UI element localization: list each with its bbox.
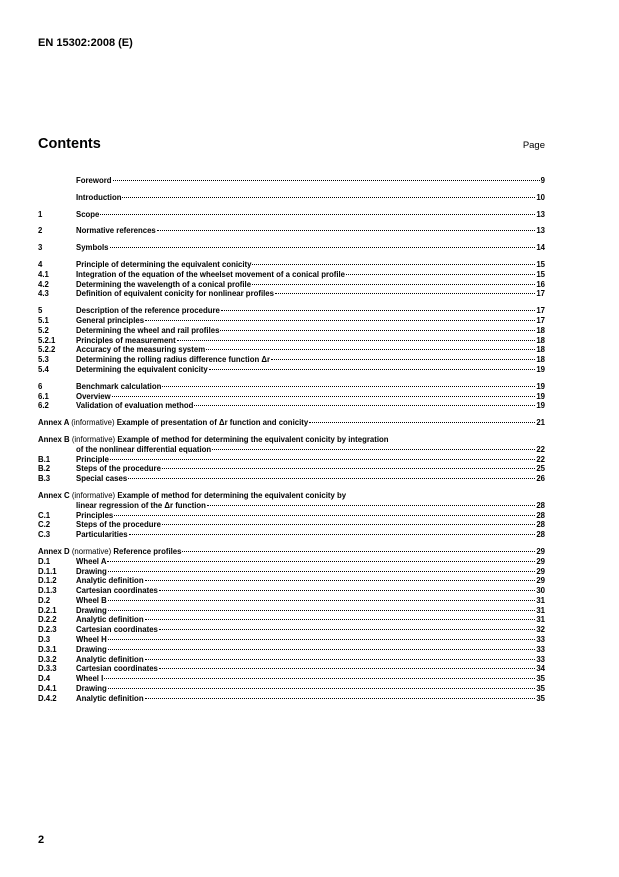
toc-entry-title: Drawing — [76, 605, 107, 615]
toc-entry-number: D.3 — [38, 635, 51, 645]
dot-leader — [129, 534, 536, 535]
toc-entry-title: Description of the reference procedure — [76, 306, 220, 316]
toc-entry-page: 29 — [536, 546, 545, 556]
toc-entry[interactable] — [38, 355, 545, 365]
toc-entry[interactable] — [38, 345, 545, 355]
toc-entry-number: D.4.2 — [38, 693, 57, 703]
dot-leader — [206, 349, 535, 350]
toc-entry-page: 35 — [536, 674, 545, 684]
toc-entry-title — [38, 491, 346, 501]
toc-entry-number: 5.2 — [38, 325, 49, 335]
toc-entry[interactable] — [38, 455, 545, 465]
toc-entry-page: 13 — [536, 226, 545, 236]
toc-entry-title: Wheel A — [76, 556, 107, 566]
toc-entry[interactable] — [38, 243, 545, 253]
toc-entry[interactable] — [38, 392, 545, 402]
toc-entry-title: Drawing — [76, 644, 107, 654]
dot-leader — [159, 590, 535, 591]
toc-entry-title: General principles — [76, 315, 145, 325]
toc-entry-title: Cartesian coordinates — [76, 586, 158, 596]
toc-entry-number: 5.4 — [38, 364, 49, 374]
toc-entry[interactable] — [38, 520, 545, 530]
toc-entry-number: D.1.3 — [38, 586, 57, 596]
toc-entry[interactable] — [38, 418, 545, 428]
dot-leader — [162, 386, 535, 387]
toc-entry-number: C.3 — [38, 530, 51, 540]
toc-entry-page: 35 — [536, 693, 545, 703]
toc-entry-page: 22 — [536, 444, 545, 454]
document-code: EN 15302:2008 (E) — [38, 37, 133, 49]
dot-leader — [112, 396, 536, 397]
annex-title: Example of presentation of Δr function and conicity — [116, 418, 309, 428]
toc-entry-title: Foreword — [76, 176, 112, 185]
dot-leader — [108, 688, 536, 689]
toc-entry-title: Determining the wavelength of a conical profile — [76, 279, 252, 289]
toc-entry-page: 29 — [536, 556, 545, 566]
toc-entry-number: D.3.3 — [38, 664, 57, 674]
dot-leader — [108, 600, 536, 601]
dot-leader — [108, 610, 536, 611]
toc-entry[interactable] — [38, 586, 545, 596]
toc-entry-title: Determining the wheel and rail profiles — [76, 325, 220, 335]
annex-label: Annex A — [38, 418, 70, 428]
toc-entry-page: 28 — [536, 500, 545, 510]
toc-entry[interactable] — [38, 306, 545, 316]
toc-entry-title: Drawing — [76, 684, 107, 694]
toc-entry-page: 18 — [536, 335, 545, 345]
dot-leader — [309, 422, 535, 423]
table-of-contents — [38, 176, 545, 704]
toc-entry[interactable] — [38, 655, 545, 665]
toc-entry[interactable] — [38, 567, 545, 577]
dot-leader — [275, 293, 535, 294]
toc-entry-page: 17 — [536, 315, 545, 325]
toc-entry-number: D.1.2 — [38, 576, 57, 586]
toc-entry-title — [38, 435, 389, 445]
toc-entry[interactable] — [38, 326, 545, 336]
toc-entry-page: 33 — [536, 644, 545, 654]
annex-label: Annex C — [38, 490, 70, 500]
toc-entry-number: D.2.3 — [38, 625, 57, 635]
toc-entry-page: 32 — [536, 625, 545, 635]
toc-entry-number: D.3.1 — [38, 644, 57, 654]
toc-entry-number: C.2 — [38, 520, 51, 530]
toc-entry-page: 15 — [536, 269, 545, 279]
annex-kind: (normative) — [71, 546, 112, 556]
annex-kind: (informative) — [71, 434, 116, 444]
toc-entry-title: Special cases — [76, 474, 128, 484]
toc-entry-title: Symbols — [76, 243, 109, 253]
toc-entry-number: 5.3 — [38, 355, 49, 365]
toc-entry-number: 4.3 — [38, 289, 49, 299]
dot-leader — [122, 197, 535, 198]
toc-entry-number: D.2 — [38, 595, 51, 605]
toc-entry-title: Wheel H — [76, 635, 107, 645]
toc-entry[interactable] — [38, 606, 545, 616]
toc-entry-page: 16 — [536, 279, 545, 289]
dot-leader — [128, 478, 535, 479]
dot-leader — [108, 571, 536, 572]
toc-entry-title-continued: of the nonlinear differential equation — [76, 444, 212, 454]
toc-entry-title: Cartesian coordinates — [76, 664, 158, 674]
toc-entry-number: 5.2.1 — [38, 335, 56, 345]
toc-entry[interactable] — [38, 445, 545, 455]
toc-entry[interactable] — [38, 547, 545, 557]
toc-entry-page: 21 — [536, 418, 545, 428]
dot-leader — [107, 561, 535, 562]
toc-entry-title: Wheel I — [76, 674, 104, 684]
toc-entry-title: Analytic definition — [76, 615, 144, 625]
annex-label: Annex D — [38, 546, 70, 556]
toc-entry-number: B.2 — [38, 464, 51, 474]
toc-entry-title: Determining the rolling radius difference function Δr — [76, 355, 271, 365]
toc-entry-page: 28 — [536, 510, 545, 520]
annex-title: Example of method for determining the equivalent conicity by integration — [117, 434, 389, 444]
toc-entry[interactable] — [38, 336, 545, 346]
toc-entry-page: 31 — [536, 595, 545, 605]
toc-entry-title: Benchmark calculation — [76, 381, 162, 391]
dot-leader — [221, 310, 535, 311]
toc-entry-page: 19 — [536, 401, 545, 411]
toc-entry-title — [38, 547, 181, 557]
toc-entry[interactable] — [38, 501, 545, 511]
contents-heading: Contents — [38, 136, 101, 152]
dot-leader — [162, 468, 535, 469]
toc-entry-number: 1 — [38, 209, 43, 219]
annex-title: Reference profiles — [113, 546, 182, 556]
toc-entry-title — [38, 418, 308, 428]
toc-entry-number: 4.2 — [38, 279, 49, 289]
dot-leader — [104, 678, 535, 679]
toc-entry[interactable] — [38, 530, 545, 540]
toc-entry-page: 17 — [536, 289, 545, 299]
page-number: 2 — [38, 834, 45, 846]
dot-leader — [108, 639, 536, 640]
toc-entry-number: D.4 — [38, 674, 51, 684]
page-column-label: Page — [522, 140, 545, 151]
dot-leader — [212, 449, 535, 450]
toc-entry[interactable] — [38, 625, 545, 635]
dot-leader — [110, 247, 536, 248]
toc-entry-title: Overview — [76, 391, 111, 401]
dot-leader — [145, 698, 536, 699]
toc-entry-page: 22 — [536, 454, 545, 464]
toc-entry-page: 15 — [536, 259, 545, 269]
toc-entry-number: 4.1 — [38, 269, 49, 279]
toc-entry-number: D.1 — [38, 556, 51, 566]
toc-entry[interactable] — [38, 270, 545, 280]
toc-entry-number: D.4.1 — [38, 684, 57, 694]
toc-entry-page: 25 — [536, 464, 545, 474]
toc-entry-number: 4 — [38, 259, 43, 269]
annex-title: Example of method for determining the equivalent conicity by — [117, 490, 347, 500]
toc-entry[interactable] — [38, 382, 545, 392]
toc-entry[interactable] — [38, 474, 545, 484]
toc-entry-title: Analytic definition — [76, 693, 144, 703]
toc-entry-title: Integration of the equation of the wheelset movement of a conical profile — [76, 269, 346, 279]
toc-entry-page: 13 — [536, 209, 545, 219]
toc-entry[interactable] — [38, 193, 545, 203]
dot-leader — [100, 214, 535, 215]
toc-entry-page: 29 — [536, 576, 545, 586]
toc-entry-page: 9 — [540, 176, 545, 185]
toc-entry-number: B.1 — [38, 454, 51, 464]
toc-entry[interactable] — [38, 635, 545, 645]
toc-entry[interactable] — [38, 684, 545, 694]
dot-leader — [194, 405, 535, 406]
toc-entry-title-continued: linear regression of the Δr function — [76, 500, 206, 510]
toc-entry-page: 19 — [536, 391, 545, 401]
toc-entry[interactable] — [38, 365, 545, 375]
toc-entry[interactable] — [38, 557, 545, 567]
toc-entry-number: 5 — [38, 306, 43, 316]
toc-entry-number: 6 — [38, 381, 43, 391]
dot-leader — [182, 551, 535, 552]
dot-leader — [252, 264, 535, 265]
toc-entry-title: Determining the equivalent conicity — [76, 364, 208, 374]
toc-entry-number: 2 — [38, 226, 43, 236]
toc-entry-title: Wheel B — [76, 595, 107, 605]
toc-entry-number: D.3.2 — [38, 654, 57, 664]
toc-entry-title: Principles — [76, 510, 114, 520]
toc-entry-number: D.1.1 — [38, 566, 57, 576]
toc-entry-title: Definition of equivalent conicity for nonlinear profiles — [76, 289, 274, 299]
dot-leader — [252, 284, 535, 285]
annex-kind: (informative) — [71, 490, 116, 500]
toc-entry[interactable] — [38, 664, 545, 674]
toc-entry-number: D.2.1 — [38, 605, 57, 615]
toc-entry-number: D.2.2 — [38, 615, 57, 625]
toc-entry-page: 29 — [536, 566, 545, 576]
toc-entry-page: 28 — [536, 520, 545, 530]
toc-entry[interactable] — [38, 615, 545, 625]
toc-entry[interactable] — [38, 280, 545, 290]
toc-entry-title: Scope — [76, 209, 100, 219]
toc-entry[interactable] — [38, 694, 545, 704]
toc-entry[interactable] — [38, 491, 545, 501]
toc-entry[interactable] — [38, 464, 545, 474]
toc-entry[interactable] — [38, 645, 545, 655]
toc-entry[interactable] — [38, 596, 545, 606]
toc-entry[interactable] — [38, 511, 545, 521]
toc-entry-number: 6.1 — [38, 391, 49, 401]
toc-entry-page: 28 — [536, 530, 545, 540]
toc-entry[interactable] — [38, 435, 545, 445]
toc-entry-title: Introduction — [76, 192, 122, 202]
toc-entry-page: 18 — [536, 355, 545, 365]
toc-entry-page: 35 — [536, 684, 545, 694]
dot-leader — [145, 580, 536, 581]
toc-entry-page: 10 — [536, 192, 545, 202]
toc-entry-title: Steps of the procedure — [76, 520, 161, 530]
dot-leader — [346, 274, 535, 275]
dot-leader — [209, 369, 536, 370]
dot-leader — [271, 359, 535, 360]
dot-leader — [145, 320, 535, 321]
toc-entry-page: 19 — [536, 381, 545, 391]
toc-entry[interactable] — [38, 289, 545, 299]
toc-entry-page: 26 — [536, 474, 545, 484]
toc-entry-title: Analytic definition — [76, 654, 144, 664]
toc-entry-page: 33 — [536, 654, 545, 664]
toc-entry-title: Accuracy of the measuring system — [76, 345, 206, 355]
toc-entry-number: 5.1 — [38, 315, 49, 325]
dot-leader — [159, 629, 535, 630]
dot-leader — [108, 649, 536, 650]
toc-entry-title: Cartesian coordinates — [76, 625, 158, 635]
toc-entry-title: Principles of measurement — [76, 335, 176, 345]
toc-entry-page: 34 — [536, 664, 545, 674]
toc-entry-title: Steps of the procedure — [76, 464, 161, 474]
dot-leader — [159, 668, 535, 669]
toc-entry[interactable] — [38, 226, 545, 236]
dot-leader — [145, 659, 536, 660]
annex-kind: (informative) — [71, 418, 115, 428]
toc-entry[interactable] — [38, 316, 545, 326]
toc-entry-page: 33 — [536, 635, 545, 645]
dot-leader — [162, 524, 535, 525]
toc-entry[interactable] — [38, 176, 545, 186]
toc-entry-page: 17 — [536, 306, 545, 316]
toc-entry-title: Validation of evaluation method — [76, 401, 194, 411]
toc-entry-title: Analytic definition — [76, 576, 144, 586]
toc-entry-title: Principle — [76, 454, 109, 464]
toc-entry[interactable] — [38, 210, 545, 220]
toc-entry-page: 31 — [536, 605, 545, 615]
toc-entry-page: 30 — [536, 586, 545, 596]
toc-entry[interactable] — [38, 401, 545, 411]
toc-entry-title: Principle of determining the equivalent conicity — [76, 259, 252, 269]
dot-leader — [145, 619, 536, 620]
toc-entry-number: C.1 — [38, 510, 51, 520]
toc-entry-number: 5.2.2 — [38, 345, 56, 355]
toc-entry-page: 14 — [536, 243, 545, 253]
dot-leader — [207, 505, 535, 506]
toc-entry-page: 18 — [536, 345, 545, 355]
toc-entry-title: Drawing — [76, 566, 107, 576]
dot-leader — [110, 459, 535, 460]
toc-entry-page: 19 — [536, 364, 545, 374]
toc-entry-number: 6.2 — [38, 401, 49, 411]
dot-leader — [157, 230, 536, 231]
toc-entry[interactable] — [38, 260, 545, 270]
dot-leader — [220, 330, 535, 331]
toc-entry-page: 31 — [536, 615, 545, 625]
toc-entry-page: 18 — [536, 325, 545, 335]
toc-entry[interactable] — [38, 576, 545, 586]
toc-entry-title: Normative references — [76, 226, 156, 236]
dot-leader — [114, 515, 535, 516]
dot-leader — [113, 180, 540, 181]
toc-entry-number: B.3 — [38, 474, 51, 484]
toc-entry-number: 3 — [38, 243, 43, 253]
toc-entry-title: Particularities — [76, 530, 128, 540]
dot-leader — [177, 340, 536, 341]
toc-entry[interactable] — [38, 674, 545, 684]
annex-label: Annex B — [38, 434, 70, 444]
